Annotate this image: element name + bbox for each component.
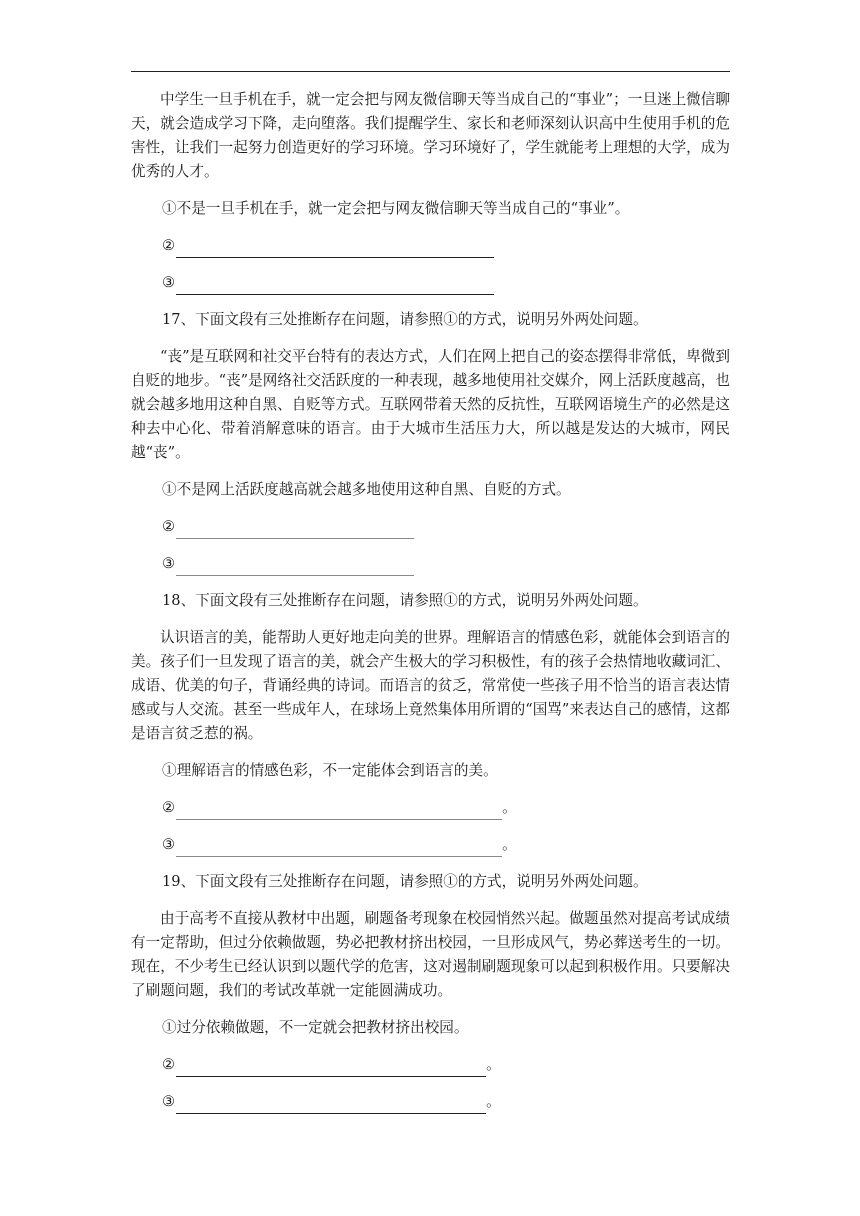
passage-17: “丧”是互联网和社交平台特有的表达方式，人们在网上把自己的姿态摆得非常低，卑微到自贬的地步。“丧”是网络社交活跃度的一种表现，越多地使用社交媒介，网上活跃度越高，也就会越多地用这种自黑、自贬等方式。互联网带着天然的反抗性，互联网语境生产的必然是这种去中心化、带着消解意味的语言。由于大城市生活压力大，所以越是发达的大城市，网民越“丧”。 (131, 348, 730, 461)
answer-blank[interactable] (176, 243, 494, 258)
example-answer-17: ①不是网上活跃度越高就会越多地使用这种自黑、自贬的方式。 (162, 481, 571, 498)
answer-line-19-3[interactable] (131, 1090, 730, 1114)
answer-line-19-2[interactable] (131, 1053, 730, 1077)
marker-2: ② (162, 799, 176, 816)
question-19: 19、下面文段有三处推断存在问题，请参照①的方式，说明另外两处问题。 (162, 873, 648, 890)
marker-3: ③ (162, 1093, 176, 1110)
end-period: 。 (502, 836, 517, 853)
end-period: 。 (486, 1056, 501, 1073)
marker-2: ② (162, 518, 176, 535)
marker-2: ② (162, 237, 176, 254)
question-17: 17、下面文段有三处推断存在问题，请参照①的方式，说明另外两处问题。 (162, 311, 648, 328)
example-answer-19: ①过分依赖做题，不一定就会把教材挤出校园。 (162, 1019, 469, 1036)
answer-line-16-3[interactable] (131, 271, 730, 295)
document-content (131, 88, 730, 1114)
answer-line-18-3[interactable] (131, 833, 730, 857)
answer-line-16-2[interactable] (131, 234, 730, 258)
marker-3: ③ (162, 836, 176, 853)
example-answer-16: ①不是一旦手机在手，就一定会把与网友微信聊天等当成自己的“事业”。 (162, 200, 630, 217)
question-18: 18、下面文段有三处推断存在问题，请参照①的方式，说明另外两处问题。 (162, 592, 648, 609)
answer-blank[interactable] (176, 1062, 486, 1077)
marker-3: ③ (162, 274, 176, 291)
answer-blank[interactable] (176, 842, 502, 857)
answer-blank[interactable] (176, 524, 414, 539)
answer-blank[interactable] (176, 1099, 486, 1114)
marker-2: ② (162, 1056, 176, 1073)
answer-blank[interactable] (176, 805, 502, 820)
end-period: 。 (502, 799, 517, 816)
marker-3: ③ (162, 555, 176, 572)
example-answer-18: ①理解语言的情感色彩，不一定能体会到语言的美。 (162, 762, 498, 779)
answer-line-17-3[interactable] (131, 552, 730, 576)
passage-19: 由于高考不直接从教材中出题，刷题备考现象在校园悄然兴起。做题虽然对提高考试成绩有一定帮助，但过分依赖做题，势必把教材挤出校园，一旦形成风气，势必葬送考生的一切。现在，不少考生已经认识到以题代学的危害，这对遏制刷题现象可以起到积极作用。只要解决了刷题问题，我们的考试改革就一定能圆满成功。 (131, 910, 730, 999)
answer-blank[interactable] (176, 280, 494, 295)
end-period: 。 (486, 1093, 501, 1110)
answer-blank[interactable] (176, 561, 414, 576)
answer-line-17-2[interactable] (131, 515, 730, 539)
answer-line-18-2[interactable] (131, 796, 730, 820)
header-rule (131, 71, 730, 72)
passage-16: 中学生一旦手机在手，就一定会把与网友微信聊天等当成自己的“事业”；一旦迷上微信聊天，就会造成学习下降，走向堕落。我们提醒学生、家长和老师深刻认识高中生使用手机的危害性，让我们一起努力创造更好的学习环境。学习环境好了，学生就能考上理想的大学，成为优秀的人才。 (131, 91, 730, 180)
passage-18: 认识语言的美，能帮助人更好地走向美的世界。理解语言的情感色彩，就能体会到语言的美。孩子们一旦发现了语言的美，就会产生极大的学习积极性，有的孩子会热情地收藏词汇、成语、优美的句子，背诵经典的诗词。而语言的贫乏，常常使一些孩子用不恰当的语言表达情感或与人交流。甚至一些成年人，在球场上竟然集体用所谓的“国骂”来表达自己的感情，这都是语言贫乏惹的祸。 (131, 629, 730, 742)
